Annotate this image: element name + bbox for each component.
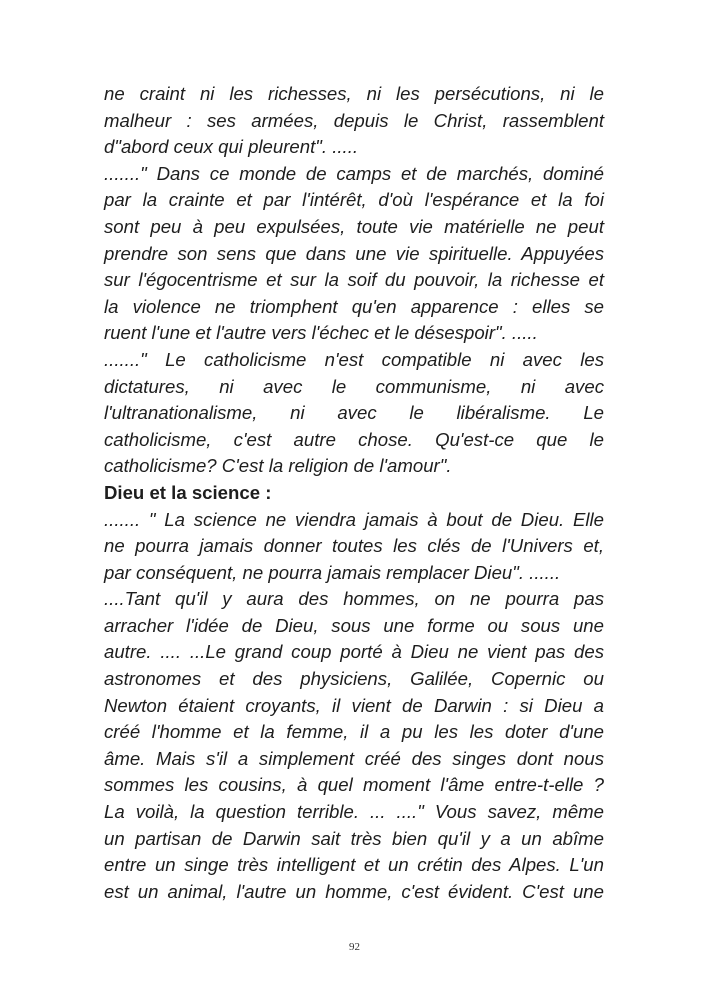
- text-line: catholicisme? C'est la religion de l'amour".: [104, 455, 452, 477]
- text-line: catholicisme, c'est autre chose. Qu'est-ce que le: [104, 428, 604, 450]
- page-number: 92: [349, 941, 360, 953]
- text-line: sont peu à peu expulsées, toute vie matérielle ne peut: [104, 215, 604, 237]
- text-line: âme. Mais s'il a simplement créé des singes dont nous: [104, 747, 604, 769]
- text-line: ruent l'une et l'autre vers l'échec et le désespoir". .....: [104, 322, 538, 344]
- text-line: prendre son sens que dans une vie spirituelle. Appuyées: [104, 242, 604, 264]
- text-line: entre un singe très intelligent et un crétin des Alpes. L'un: [104, 854, 604, 876]
- section-heading: Dieu et la science :: [104, 481, 272, 503]
- text-line: autre. .... ...Le grand coup porté à Dieu ne vient pas des: [104, 641, 604, 663]
- text-line: est un animal, l'autre un homme, c'est évident. C'est une: [104, 880, 604, 902]
- text-line: ......." Dans ce monde de camps et de marchés, dominé: [104, 162, 604, 184]
- body-text: [104, 81, 604, 905]
- text-line: un partisan de Darwin sait très bien qu'il y a un abîme: [104, 827, 604, 849]
- text-line: Newton étaient croyants, il vient de Darwin : si Dieu a: [104, 694, 604, 716]
- text-line: d"abord ceux qui pleurent". .....: [104, 136, 359, 158]
- text-line: dictatures, ni avec le communisme, ni avec: [104, 375, 604, 397]
- text-line: la violence ne triomphent qu'en apparence : elles se: [104, 295, 604, 317]
- text-line: l'ultranationalisme, ni avec le libéralisme. Le: [104, 402, 604, 424]
- text-line: ne pourra jamais donner toutes les clés de l'Univers et,: [104, 535, 604, 557]
- text-line: ....... " La science ne viendra jamais à bout de Dieu. Elle: [104, 508, 604, 530]
- text-line: ne craint ni les richesses, ni les persécutions, ni le: [104, 83, 604, 104]
- text-line: par la crainte et par l'intérêt, d'où l'espérance et la foi: [104, 189, 604, 211]
- text-line: par conséquent, ne pourra jamais remplacer Dieu". ......: [104, 561, 561, 583]
- text-line: malheur : ses armées, depuis le Christ, rassemblent: [104, 109, 604, 131]
- text-line: astronomes et des physiciens, Galilée, Copernic ou: [104, 668, 604, 690]
- text-line: ....Tant qu'il y aura des hommes, on ne pourra pas: [104, 588, 604, 610]
- text-line: sommes les cousins, à quel moment l'âme entre-t-elle ?: [104, 774, 604, 796]
- text-line: ......." Le catholicisme n'est compatible ni avec les: [104, 348, 604, 370]
- text-line: sur l'égocentrisme et sur la soif du pouvoir, la richesse et: [104, 269, 604, 291]
- text-line: La voilà, la question terrible. ... ...." Vous savez, même: [104, 801, 604, 823]
- text-line: créé l'homme et la femme, il a pu les les doter d'une: [104, 721, 604, 743]
- text-line: arracher l'idée de Dieu, sous une forme ou sous une: [104, 614, 604, 636]
